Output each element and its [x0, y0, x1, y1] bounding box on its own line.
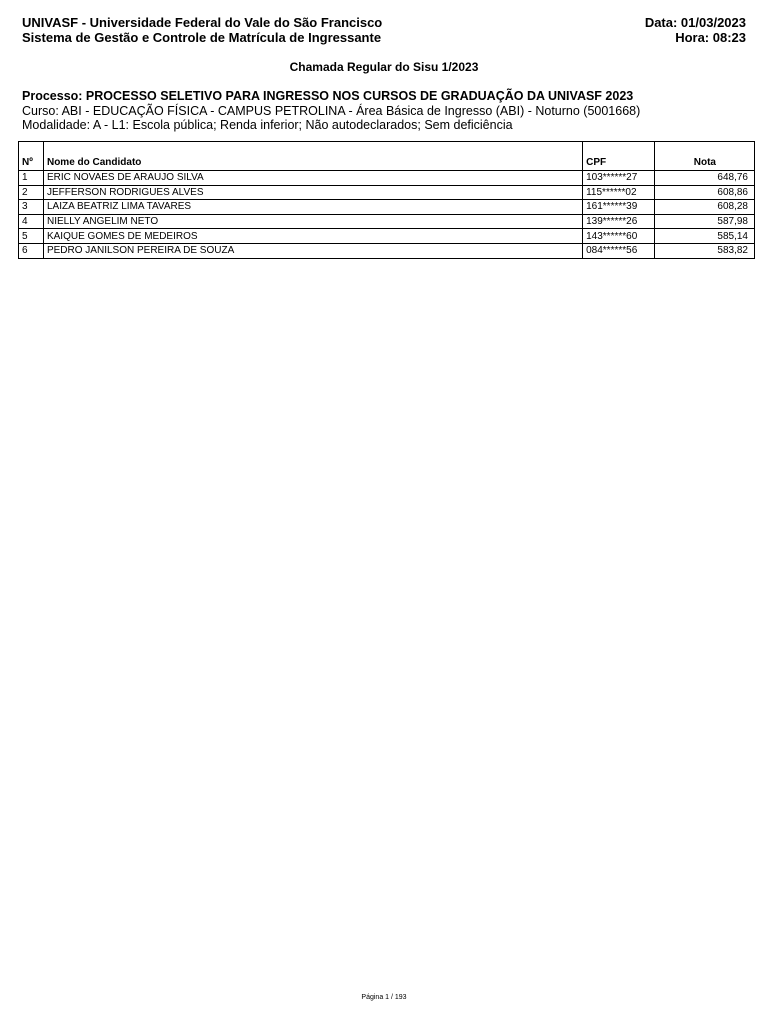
- page-number: Página 1 / 193: [361, 994, 407, 1001]
- process-name: Processo: PROCESSO SELETIVO PARA INGRESSO NOS CURSOS DE GRADUAÇÃO DA UNIVASF 2023: [22, 89, 634, 103]
- cell-cpf: 103******27: [583, 171, 655, 186]
- table-row: [19, 171, 755, 186]
- cell-number: 5: [19, 229, 44, 244]
- cell-candidate-name: KAIQUE GOMES DE MEDEIROS: [43, 229, 582, 244]
- table-body: [19, 171, 755, 259]
- call-title: Chamada Regular do Sisu 1/2023: [289, 60, 479, 74]
- report-date: Data: 01/03/2023: [644, 15, 746, 30]
- cell-candidate-name: ERIC NOVAES DE ARAUJO SILVA: [43, 171, 582, 186]
- table-row: [19, 243, 755, 258]
- institution-name: UNIVASF - Universidade Federal do Vale do São Francisco: [22, 15, 383, 30]
- report-time: Hora: 08:23: [675, 30, 746, 45]
- cell-candidate-name: JEFFERSON RODRIGUES ALVES: [43, 185, 582, 200]
- table-row: [19, 185, 755, 200]
- table-row: [19, 229, 755, 244]
- cell-score: 587,98: [655, 214, 755, 229]
- system-name: Sistema de Gestão e Controle de Matrícula de Ingressante: [22, 30, 382, 45]
- modality: Modalidade: A - L1: Escola pública; Renda inferior; Não autodeclarados; Sem deficiência: [22, 118, 513, 132]
- cell-score: 583,82: [655, 243, 755, 258]
- table-header-row: [19, 142, 755, 171]
- header-left: [22, 15, 382, 45]
- course-name: Curso: ABI - EDUCAÇÃO FÍSICA - CAMPUS PETROLINA - Área Básica de Ingresso (ABI) - Noturno (5001668): [22, 103, 641, 118]
- header-number: Nº: [19, 142, 44, 171]
- cell-score: 648,76: [655, 171, 755, 186]
- cell-score: 608,86: [655, 185, 755, 200]
- header-cpf: CPF: [583, 142, 655, 171]
- cell-candidate-name: PEDRO JANILSON PEREIRA DE SOUZA: [43, 243, 582, 258]
- header-name: Nome do Candidato: [43, 142, 582, 171]
- cell-number: 4: [19, 214, 44, 229]
- cell-cpf: 143******60: [583, 229, 655, 244]
- header-score: Nota: [655, 142, 755, 171]
- header-right: [645, 15, 746, 45]
- table-row: [19, 214, 755, 229]
- cell-candidate-name: LAIZA BEATRIZ LIMA TAVARES: [43, 200, 582, 215]
- cell-number: 3: [19, 200, 44, 215]
- cell-cpf: 161******39: [583, 200, 655, 215]
- table-row: [19, 200, 755, 215]
- process-info: [22, 89, 640, 133]
- cell-cpf: 115******02: [583, 185, 655, 200]
- cell-number: 6: [19, 243, 44, 258]
- cell-cpf: 139******26: [583, 214, 655, 229]
- cell-score: 585,14: [655, 229, 755, 244]
- cell-number: 2: [19, 185, 44, 200]
- candidates-table: [18, 141, 755, 259]
- cell-cpf: 084******56: [583, 243, 655, 258]
- cell-candidate-name: NIELLY ANGELIM NETO: [43, 214, 582, 229]
- cell-score: 608,28: [655, 200, 755, 215]
- cell-number: 1: [19, 171, 44, 186]
